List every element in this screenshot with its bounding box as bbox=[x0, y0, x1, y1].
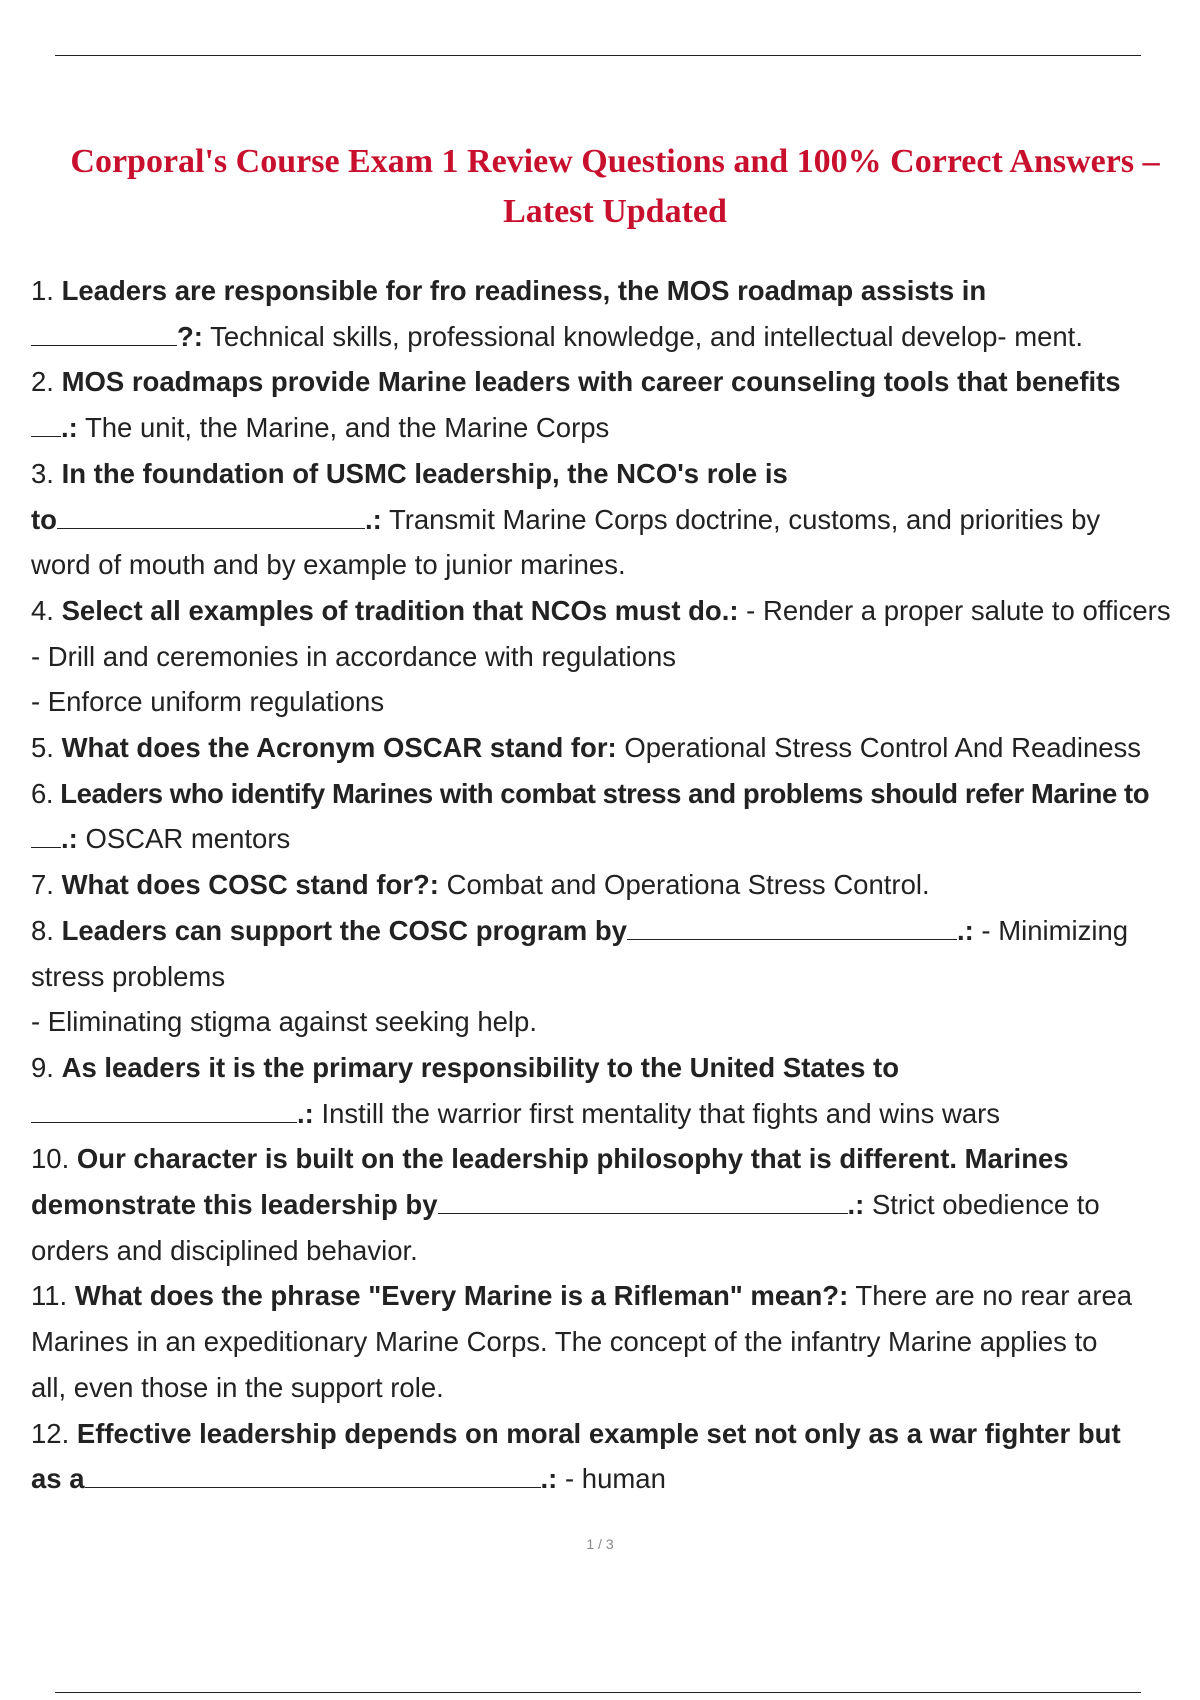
question-text: Effective leadership depends on moral example set not only as a war fighter but bbox=[76, 1417, 1121, 1449]
answer-text: Technical skills, professional knowledge, and intellectual develop- ment. bbox=[210, 320, 1083, 352]
answer-blank bbox=[438, 1189, 848, 1214]
question-text: MOS roadmaps provide Marine leaders with career counseling tools that benefits bbox=[61, 366, 1121, 398]
answer-text: Instill the warrior first mentality that fights and wins wars bbox=[321, 1097, 1001, 1129]
question-2: 2. MOS roadmaps provide Marine leaders with career counseling tools that benefits .: The unit, the Marine, and the Marine Corps bbox=[31, 366, 1121, 444]
question-text: What does the Acronym OSCAR stand for: bbox=[61, 732, 617, 764]
answer-text: The unit, the Marine, and the Marine Corps bbox=[84, 412, 610, 444]
question-text: As leaders it is the primary responsibility to the United States to bbox=[61, 1051, 899, 1083]
question-11: 11. What does the phrase "Every Marine is a Rifleman" mean?: There are no rear area Marines in an expeditionary Marine Corps. The concept of the infantry Marine applies to all, even those in the support role. bbox=[31, 1280, 1133, 1403]
answer-text: There are no rear area bbox=[855, 1280, 1133, 1312]
question-6: 6. Leaders who identify Marines with combat stress and problems should refer Marine to .: OSCAR mentors bbox=[31, 777, 1150, 855]
question-10: 10. Our character is built on the leadership philosophy that is different. Marines demonstrate this leadership by .: Strict obedience to orders and disciplined behavior. bbox=[31, 1143, 1100, 1266]
question-4: 4. Select all examples of tradition that NCOs must do.: - Render a proper salute to officers - Drill and ceremonies in accordance with regulations - Enforce uniform regulations bbox=[31, 594, 1171, 718]
answer-blank bbox=[31, 823, 61, 848]
question-text: What does the phrase "Every Marine is a Rifleman" mean?: bbox=[74, 1280, 849, 1312]
question-7: 7. What does COSC stand for?: Combat and Operationa Stress Control. bbox=[31, 869, 930, 901]
question-8: 8. Leaders can support the COSC program by .: - Minimizing stress problems - Eliminating stigma against seeking help. bbox=[31, 914, 1129, 1038]
answer-blank bbox=[57, 504, 365, 529]
question-text: Our character is built on the leadership philosophy that is different. Marines bbox=[76, 1143, 1069, 1175]
answer-blank bbox=[627, 915, 957, 940]
title-line-2: Latest Updated bbox=[503, 192, 727, 230]
question-12: 12. Effective leadership depends on moral example set not only as a war fighter but as a .: - human bbox=[31, 1417, 1121, 1495]
answer-text: OSCAR mentors bbox=[85, 823, 291, 855]
answer-text: Combat and Operationa Stress Control. bbox=[446, 869, 930, 901]
question-9: 9. As leaders it is the primary responsibility to the United States to .: Instill the warrior first mentality that fights and wins wars bbox=[31, 1051, 1001, 1129]
title-line-1: Corporal's Course Exam 1 Review Questions and 100% Correct Answers – bbox=[70, 142, 1160, 180]
question-5: 5. What does the Acronym OSCAR stand for: Operational Stress Control And Readiness bbox=[31, 732, 1142, 764]
answer-blank bbox=[85, 1463, 541, 1488]
answer-text: Transmit Marine Corps doctrine, customs, and priorities by bbox=[388, 503, 1101, 535]
answer-text: Operational Stress Control And Readiness bbox=[624, 732, 1142, 764]
answer-blank bbox=[31, 1098, 297, 1123]
document-title bbox=[30, 137, 1200, 237]
question-text: Leaders who identify Marines with combat stress and problems should refer Marine to bbox=[60, 777, 1150, 809]
question-text: Leaders can support the COSC program by bbox=[61, 914, 627, 946]
answer-blank bbox=[31, 321, 177, 346]
answer-blank bbox=[31, 412, 61, 437]
answer-text: - Minimizing bbox=[981, 914, 1129, 946]
question-text: Select all examples of tradition that NCOs must do.: bbox=[61, 594, 739, 626]
bottom-rule bbox=[55, 1692, 1141, 1693]
top-rule bbox=[55, 55, 1141, 56]
answer-text: - Render a proper salute to officers bbox=[746, 594, 1171, 626]
question-list bbox=[31, 268, 1191, 1502]
question-text: Leaders are responsible for fro readiness, the MOS roadmap assists in bbox=[61, 275, 987, 306]
answer-text: - human bbox=[564, 1463, 666, 1495]
question-3: 3. In the foundation of USMC leadership, the NCO's role is to .: Transmit Marine Corps doctrine, customs, and priorities by word of mouth and by example to junior marines. bbox=[31, 457, 1101, 581]
answer-text: Strict obedience to bbox=[871, 1189, 1100, 1221]
page-number: 1 / 3 bbox=[586, 1536, 614, 1552]
question-1: 1. Leaders are responsible for fro readiness, the MOS roadmap assists in ?: Technical skills, professional knowledge, and intellectual develop- ment. bbox=[31, 275, 1083, 352]
question-text: What does COSC stand for?: bbox=[61, 869, 439, 901]
question-text: In the foundation of USMC leadership, the NCO's role is bbox=[61, 457, 788, 489]
